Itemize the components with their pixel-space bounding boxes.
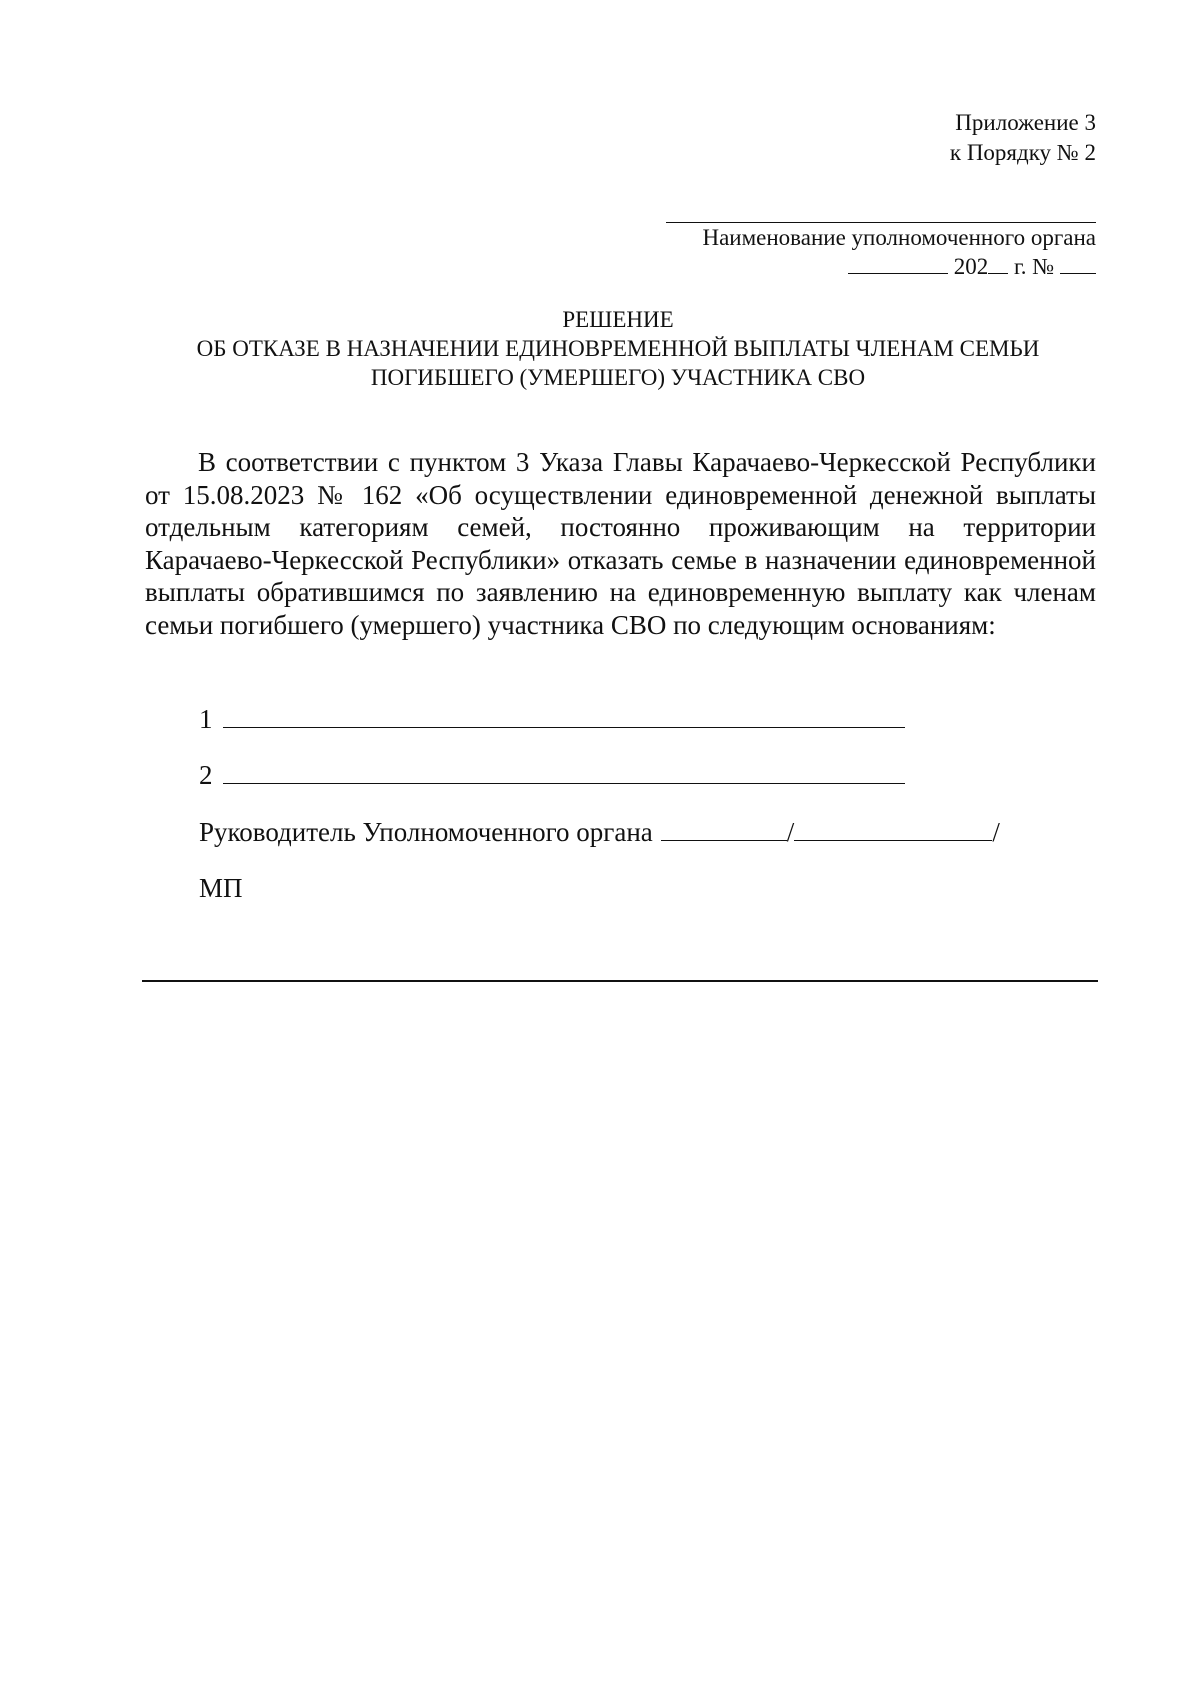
name-blank (794, 818, 992, 841)
appendix-order-reference: к Порядку № 2 (949, 140, 1096, 165)
date-number-line (848, 252, 1096, 282)
signature-line (199, 816, 1000, 848)
document-title (120, 305, 1116, 392)
appendix-number: Приложение 3 (955, 110, 1096, 135)
ground-fill-line (223, 705, 905, 728)
title-line-2: ОБ ОТКАЗЕ В НАЗНАЧЕНИИ ЕДИНОВРЕМЕННОЙ ВЫПЛАТЫ ЧЛЕНАМ СЕМЬИ (196, 336, 1040, 361)
signature-separator: / (992, 817, 1000, 847)
appendix-reference (950, 108, 1096, 168)
ground-number: 2 (199, 760, 213, 790)
signature-label: Руководитель Уполномоченного органа (199, 817, 653, 847)
ground-item (199, 703, 905, 735)
year-blank (988, 272, 1008, 274)
stamp-label: МП (199, 873, 243, 903)
year-prefix: 202 (953, 254, 989, 279)
signature-separator: / (786, 817, 795, 847)
date-blank (848, 272, 948, 274)
title-line-1: РЕШЕНИЕ (562, 307, 674, 332)
title-line-3: ПОГИБШЕГО (УМЕРШЕГО) УЧАСТНИКА СВО (370, 365, 866, 390)
ground-item (199, 759, 905, 791)
ground-fill-line (223, 761, 905, 784)
footer-divider (142, 980, 1098, 982)
signature-blank (661, 818, 787, 841)
ground-number: 1 (199, 704, 213, 734)
authority-name-caption: Наименование уполномоченного органа (702, 225, 1096, 250)
year-suffix: г. № (1008, 254, 1055, 279)
decision-paragraph: В соответствии с пунктом 3 Указа Главы Карачаево-Черкесской Республики от 15.08.2023 № 162 «Об осуществлении единовременной денежной выплаты отдельным категориям семей, постоянно проживающим на территории Карачаево-Черкесской Республики» отказать семье в назначении единовременной выплаты обратившимся по заявлению на единовременную выплату как членам семьи погибшего (умершего) участника СВО по следующим основаниям: (145, 447, 1096, 640)
number-blank (1060, 272, 1096, 274)
